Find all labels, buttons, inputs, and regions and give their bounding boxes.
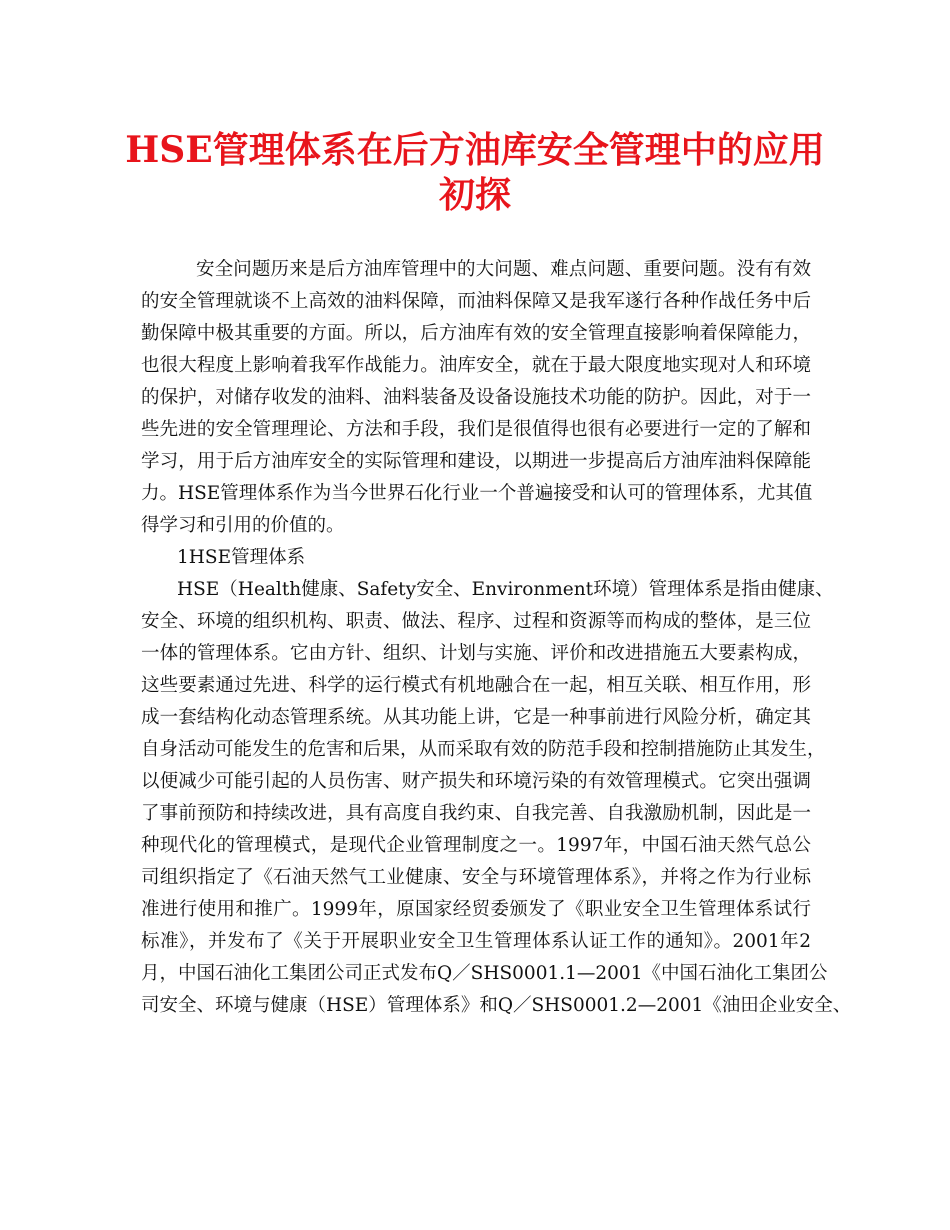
- paragraph-line: 的保护，对储存收发的油料、油料装备及设备设施技术功能的防护。因此，对于一: [141, 387, 811, 408]
- paragraph-line: 标准》，并发布了《关于开展职业安全卫生管理体系认证工作的通知》。2001年2: [141, 931, 811, 952]
- paragraph-line: 安全、环境的组织机构、职责、做法、程序、过程和资源等而构成的整体，是三位: [141, 611, 811, 632]
- paragraph-line: 也很大程度上影响着我军作战能力。油库安全，就在于最大限度地实现对人和环境: [141, 355, 811, 376]
- paragraph-line: 得学习和引用的价值的。: [141, 515, 345, 536]
- paragraph-line: 司安全、环境与健康（HSE）管理体系》和Q／SHS0001.2—2001《油田企业安全、: [141, 995, 852, 1016]
- paragraph-line: 成一套结构化动态管理系统。从其功能上讲，它是一种事前进行风险分析，确定其: [141, 707, 811, 728]
- paragraph-line: 勤保障中极其重要的方面。所以，后方油库有效的安全管理直接影响着保障能力，: [141, 323, 811, 344]
- paragraph-line: 种现代化的管理模式，是现代企业管理制度之一。1997年，中国石油天然气总公: [141, 835, 811, 856]
- paragraph-line: 月，中国石油化工集团公司正式发布Q／SHS0001.1—2001《中国石油化工集团公: [141, 963, 828, 984]
- paragraph-line: 这些要素通过先进、科学的运行模式有机地融合在一起，相互关联、相互作用，形: [141, 675, 811, 696]
- paragraph-line: 司组织指定了《石油天然气工业健康、安全与环境管理体系》，并将之作为行业标: [141, 867, 811, 888]
- document-title-line-2: 初探: [438, 174, 511, 216]
- paragraph-line: HSE（Health健康、Safety安全、Environment环境）管理体系是指由健康、: [177, 579, 834, 600]
- document-title-line-1: HSE管理体系在后方油库安全管理中的应用: [125, 129, 825, 171]
- section-heading: 1HSE管理体系: [177, 547, 306, 568]
- paragraph-line: 安全问题历来是后方油库管理中的大问题、难点问题、重要问题。没有有效: [196, 259, 811, 280]
- paragraph-line: 学习，用于后方油库安全的实际管理和建设，以期进一步提高后方油库油料保障能: [141, 451, 811, 472]
- paragraph-line: 自身活动可能发生的危害和后果，从而采取有效的防范手段和控制措施防止其发生，: [141, 739, 826, 760]
- paragraph-line: 力。HSE管理体系作为当今世界石化行业一个普遍接受和认可的管理体系，尤其值: [141, 483, 813, 504]
- paragraph-line: 准进行使用和推广。1999年，原国家经贸委颁发了《职业安全卫生管理体系试行: [141, 899, 811, 920]
- paragraph-line: 些先进的安全管理理论、方法和手段，我们是很值得也很有必要进行一定的了解和: [141, 419, 811, 440]
- paragraph-line: 了事前预防和持续改进，具有高度自我约束、自我完善、自我激励机制，因此是一: [141, 803, 811, 824]
- paragraph-line: 的安全管理就谈不上高效的油料保障，而油料保障又是我军遂行各种作战任务中后: [141, 291, 811, 312]
- paragraph-line: 以便减少可能引起的人员伤害、财产损失和环境污染的有效管理模式。它突出强调: [141, 771, 811, 792]
- paragraph-line: 一体的管理体系。它由方针、组织、计划与实施、评价和改进措施五大要素构成，: [141, 643, 811, 664]
